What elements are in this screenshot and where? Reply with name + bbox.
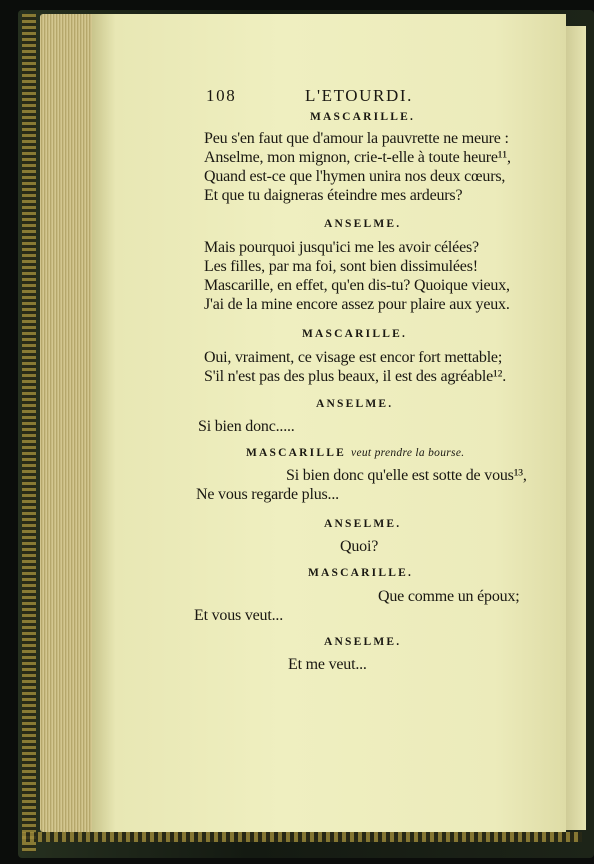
verse-line: Oui, vraiment, ce visage est encor fort mettable; (204, 349, 503, 366)
verse-line: Ne vous regarde plus... (196, 486, 339, 503)
stage-direction: veut prendre la bourse. (351, 447, 465, 459)
page-number: 108 (206, 86, 237, 105)
verse-line: J'ai de la mine encore assez pour plaire aux yeux. (204, 296, 510, 313)
speaker-with-direction (246, 447, 464, 459)
verse-line: Si bien donc qu'elle est sotte de vous¹³, (286, 467, 527, 484)
verse-line: Les filles, par ma foi, sont bien dissimulées! (204, 258, 478, 275)
verse-line: Anselme, mon mignon, crie-t-elle à toute heure¹¹, (204, 149, 511, 166)
speaker-name: MASCARILLE. (308, 567, 414, 579)
verse-line: Et que tu daigneras éteindre mes ardeurs? (204, 187, 463, 204)
gilt-bottom-edge (22, 832, 582, 842)
speaker-name: MASCARILLE. (310, 111, 416, 123)
speaker-name: ANSELME. (324, 636, 402, 648)
verse-line: Mascarille, en effet, qu'en dis-tu? Quoique vieux, (204, 277, 510, 294)
verse-line: Que comme un époux; (378, 588, 520, 605)
verse-line: Peu s'en faut que d'amour la pauvrette ne meure : (204, 130, 509, 147)
speaker-name: ANSELME. (324, 518, 402, 530)
speaker-name: MASCARILLE (246, 447, 346, 459)
verse-line: S'il n'est pas des plus beaux, il est des agréable¹². (204, 368, 507, 385)
verse-line: Quand est-ce que l'hymen unira nos deux cœurs, (204, 168, 506, 185)
running-title: L'ETOURDI. (305, 86, 413, 105)
gilt-spine-edge (22, 14, 36, 852)
book-page (92, 14, 566, 832)
page-block-edge (40, 14, 96, 832)
speaker-name: ANSELME. (316, 398, 394, 410)
speaker-name: MASCARILLE. (302, 328, 408, 340)
verse-line: Quoi? (340, 538, 379, 555)
verse-line: Si bien donc..... (198, 418, 295, 435)
facing-page-edge (566, 26, 586, 830)
verse-line: Et me veut... (288, 656, 367, 673)
verse-line: Et vous veut... (194, 607, 283, 624)
verse-line: Mais pourquoi jusqu'ici me les avoir célées? (204, 239, 479, 256)
speaker-name: ANSELME. (324, 218, 402, 230)
